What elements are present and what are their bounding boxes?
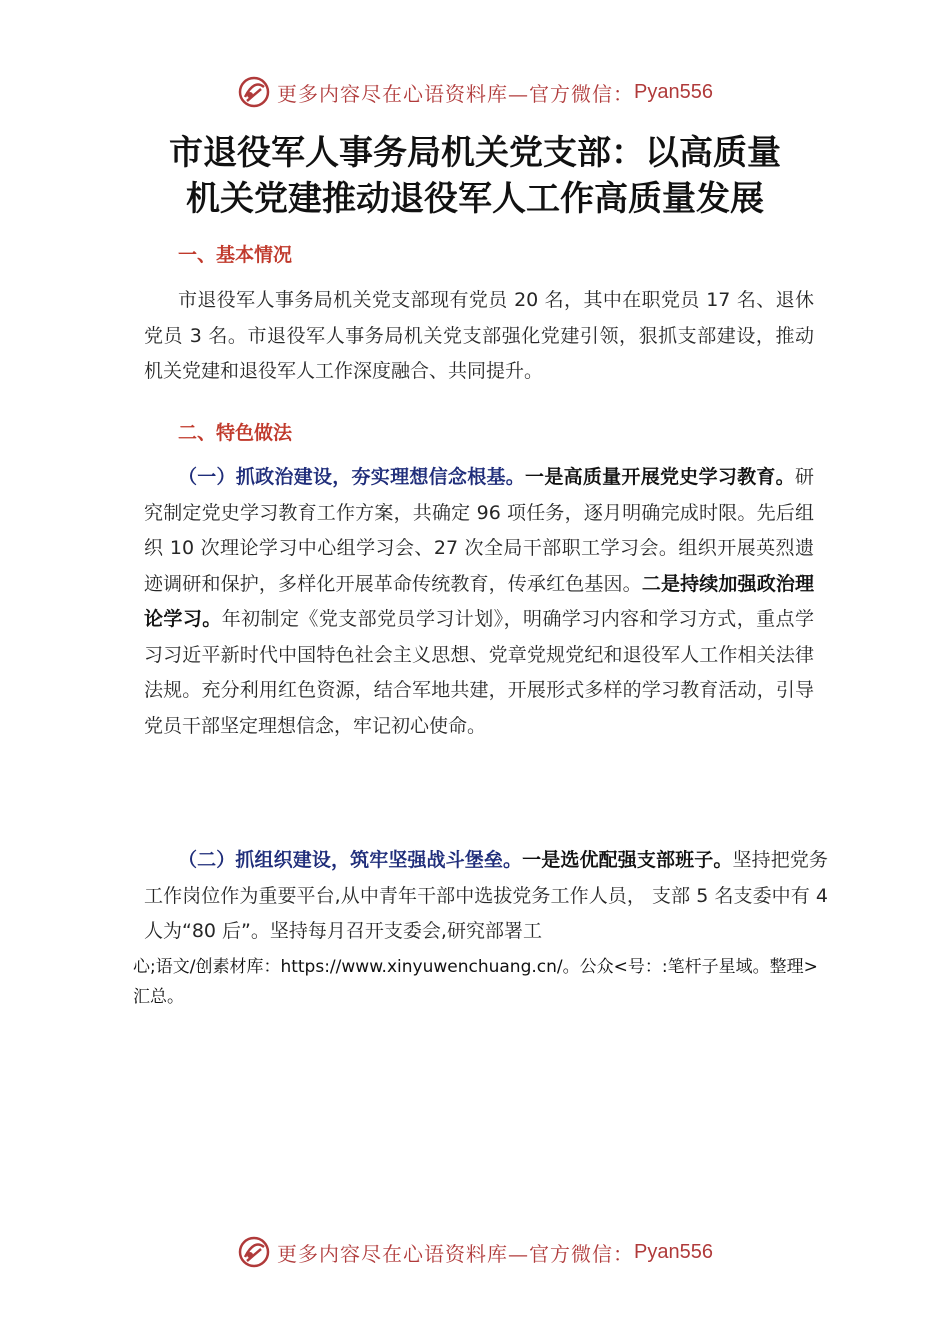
banner-wechat-id: Pyan556 — [634, 1240, 713, 1263]
title-line-1: 市退役军人事务局机关党支部：以高质量 — [169, 133, 781, 173]
section2-heading: 二、特色做法 — [178, 422, 293, 444]
section2-item2-paragraph — [144, 843, 828, 950]
item1-point2-title: 二是持续加强政治理论学习。 — [144, 572, 814, 630]
item1-point1-text: 研究制定党史学习教育工作方案，共确定 96 项任务，逐月明确完成时限。先后组织 10 次理论学习中心组学习会、27 次全局干部职工学习会。组织开展英烈遗迹调研和保护，多样化开展革命传统教育，传承红色基因。 — [144, 466, 814, 595]
brand-logo-icon — [237, 75, 271, 109]
item1-point2-text: 年初制定《党支部党员学习计划》，明确学习内容和学习方式，重点学习习近平新时代中国特色社会主义思想、党章党规党纪和退役军人工作相关法律法规。充分利用红色资源，结合军地共建，开展形式多样的学习教育活动，引导党员干部坚定理想信念，牢记初心使命。 — [144, 608, 814, 737]
section2-item1-paragraph — [144, 460, 814, 744]
item1-point1-title: 一是高质量开展党史学习教育。 — [525, 466, 795, 488]
footer-banner — [0, 1230, 950, 1274]
item2-subheading: （二）抓组织建设，筑牢坚强战斗堡垒。 — [178, 849, 523, 871]
item1-subheading: （一）抓政治建设，夯实理想信念根基。 — [178, 466, 526, 488]
header-banner — [0, 70, 950, 114]
source-footnote: 心;语文/创素材库：https://www.xinyuwenchuang.cn/。公众<号：:笔杆子星域。整理>汇总。 — [133, 957, 818, 1007]
title-line-2: 机关党建推动退役军人工作高质量发展 — [186, 179, 764, 219]
banner-text: 更多内容尽在心语资料库—官方微信： — [277, 1241, 635, 1266]
banner-text: 更多内容尽在心语资料库—官方微信： — [277, 81, 635, 106]
document-title — [60, 130, 890, 222]
item2-point1-text: 坚持把党务工作岗位作为重要平台,从中青年干部中选拔党务工作人员， 支部 5 名支委中有 4 人为“80 后”。坚持每月召开支委会,研究部署工 — [144, 849, 828, 942]
section1-heading: 一、基本情况 — [178, 244, 293, 266]
banner-wechat-id: Pyan556 — [634, 80, 713, 103]
brand-logo-icon — [237, 1235, 271, 1269]
item2-point1-title: 一是选优配强支部班子。 — [522, 849, 733, 871]
section1-paragraph: 市退役军人事务局机关党支部现有党员 20 名，其中在职党员 17 名、退休党员 3 名。市退役军人事务局机关党支部强化党建引领，狠抓支部建设，推动机关党建和退役军人工作深度融合、共同提升。 — [144, 289, 814, 382]
